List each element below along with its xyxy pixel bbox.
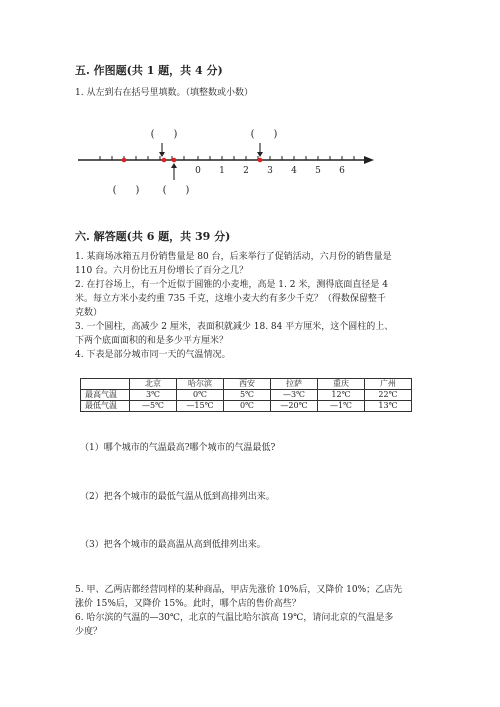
question-6-block-2 — [75, 583, 435, 639]
axis-arrow-icon — [364, 156, 374, 164]
table-cell: —15℃ — [177, 401, 224, 412]
answer-blank-top-right: ( ) — [250, 129, 278, 140]
table-row-high — [81, 390, 412, 401]
table-cell: —20℃ — [271, 401, 318, 412]
tick-label-5: 5 — [315, 166, 321, 176]
table-row-low — [81, 401, 412, 412]
marker-point-4 — [258, 158, 263, 163]
up-arrow-icon — [171, 163, 177, 168]
q2-line2: 米。每立方米小麦约重 735 千克，这堆小麦大约有多少千克？（得数保留整千 — [75, 294, 386, 304]
table-header-cell: 哈尔滨 — [177, 379, 224, 390]
sub-question-2: （2）把各个城市的最低气温从低到高排列出来。 — [80, 492, 275, 502]
marker-point-2 — [162, 158, 167, 163]
table-cell: —3℃ — [271, 390, 318, 401]
marker-point-3 — [172, 158, 177, 163]
q6-line1: 6. 哈尔滨的气温的—30℃，北京的气温比哈尔滨高 19℃，请问北京的气温是多 — [75, 613, 394, 623]
sub-question-1: （1）哪个城市的气温最高?哪个城市的气温最低? — [80, 443, 276, 453]
answer-blank-top-left: ( ) — [150, 129, 178, 140]
q3-line2: 下两个底面面积的和是多少平方厘米？ — [75, 336, 229, 346]
table-cell: 5℃ — [224, 390, 271, 401]
q1-line2: 110 台。六月份比五月份增长了百分之几？ — [75, 266, 249, 276]
table-header-cell: 西安 — [224, 379, 271, 390]
q2-line3: 克数） — [75, 308, 103, 318]
answer-blank-bottom-right: ( ) — [162, 185, 190, 196]
table-cell: 12℃ — [318, 390, 365, 401]
tick-label-2: 2 — [243, 166, 249, 176]
table-cell: 22℃ — [365, 390, 412, 401]
row-label-high: 最高气温 — [81, 390, 130, 401]
marker-point-1 — [122, 158, 127, 163]
table-cell: —1℃ — [318, 401, 365, 412]
table-cell: —5℃ — [130, 401, 177, 412]
q6-line2: 少度？ — [75, 627, 103, 637]
section5-heading: 五. 作图题(共 1 题，共 4 分) — [75, 64, 223, 77]
table-header-cell: 拉萨 — [271, 379, 318, 390]
q4-line: 4. 下表是部分城市同一天的气温情况。 — [75, 350, 231, 360]
q3-line1: 3. 一个圆柱，高减少 2 厘米，表面积就减少 18. 84 平方厘米，这个圆柱的上、 — [75, 322, 394, 332]
answer-blank-bottom-left: ( ) — [112, 185, 140, 196]
tick-label-3: 3 — [267, 166, 273, 176]
table-cell: 0℃ — [177, 390, 224, 401]
question-5-1: 1. 从左到右在括号里填数。（填整数或小数） — [75, 88, 253, 98]
tick-label-6: 6 — [339, 166, 345, 176]
tick-label-1: 1 — [219, 166, 225, 176]
question-6-block-1 — [75, 250, 435, 362]
tick-label-4: 4 — [291, 166, 297, 176]
table-header-row — [81, 379, 412, 390]
q2-line1: 2. 在打谷场上，有一个近似于圆锥的小麦堆，高是 1. 2 米，测得底面直径是 4 — [75, 280, 388, 290]
table-cell: 0℃ — [224, 401, 271, 412]
sub-question-3: （3）把各个城市的最高温从高到低排列出来。 — [80, 540, 266, 550]
q1-line1: 1. 某商场冰箱五月份销售量是 80 台，后来举行了促销活动，六月份的销售量是 — [75, 252, 392, 262]
row-label-low: 最低气温 — [81, 401, 130, 412]
q5-line1: 5. 甲、乙两店都经营同样的某种商品，甲店先涨价 10%后，又降价 10%；乙店先 — [75, 585, 403, 595]
table-cell: 13℃ — [365, 401, 412, 412]
section6-heading: 六. 解答题(共 6 题，共 39 分) — [75, 230, 231, 243]
table-corner-cell — [81, 379, 130, 390]
tick-label-0: 0 — [195, 166, 201, 176]
number-line — [78, 125, 388, 200]
table-header-cell: 北京 — [130, 379, 177, 390]
table-header-cell: 重庆 — [318, 379, 365, 390]
q5-line2: 涨价 15%后，又降价 15%。此时，哪个店的售价高些？ — [75, 599, 301, 609]
temperature-table — [80, 378, 412, 412]
table-header-cell: 广州 — [365, 379, 412, 390]
table-cell: 3℃ — [130, 390, 177, 401]
